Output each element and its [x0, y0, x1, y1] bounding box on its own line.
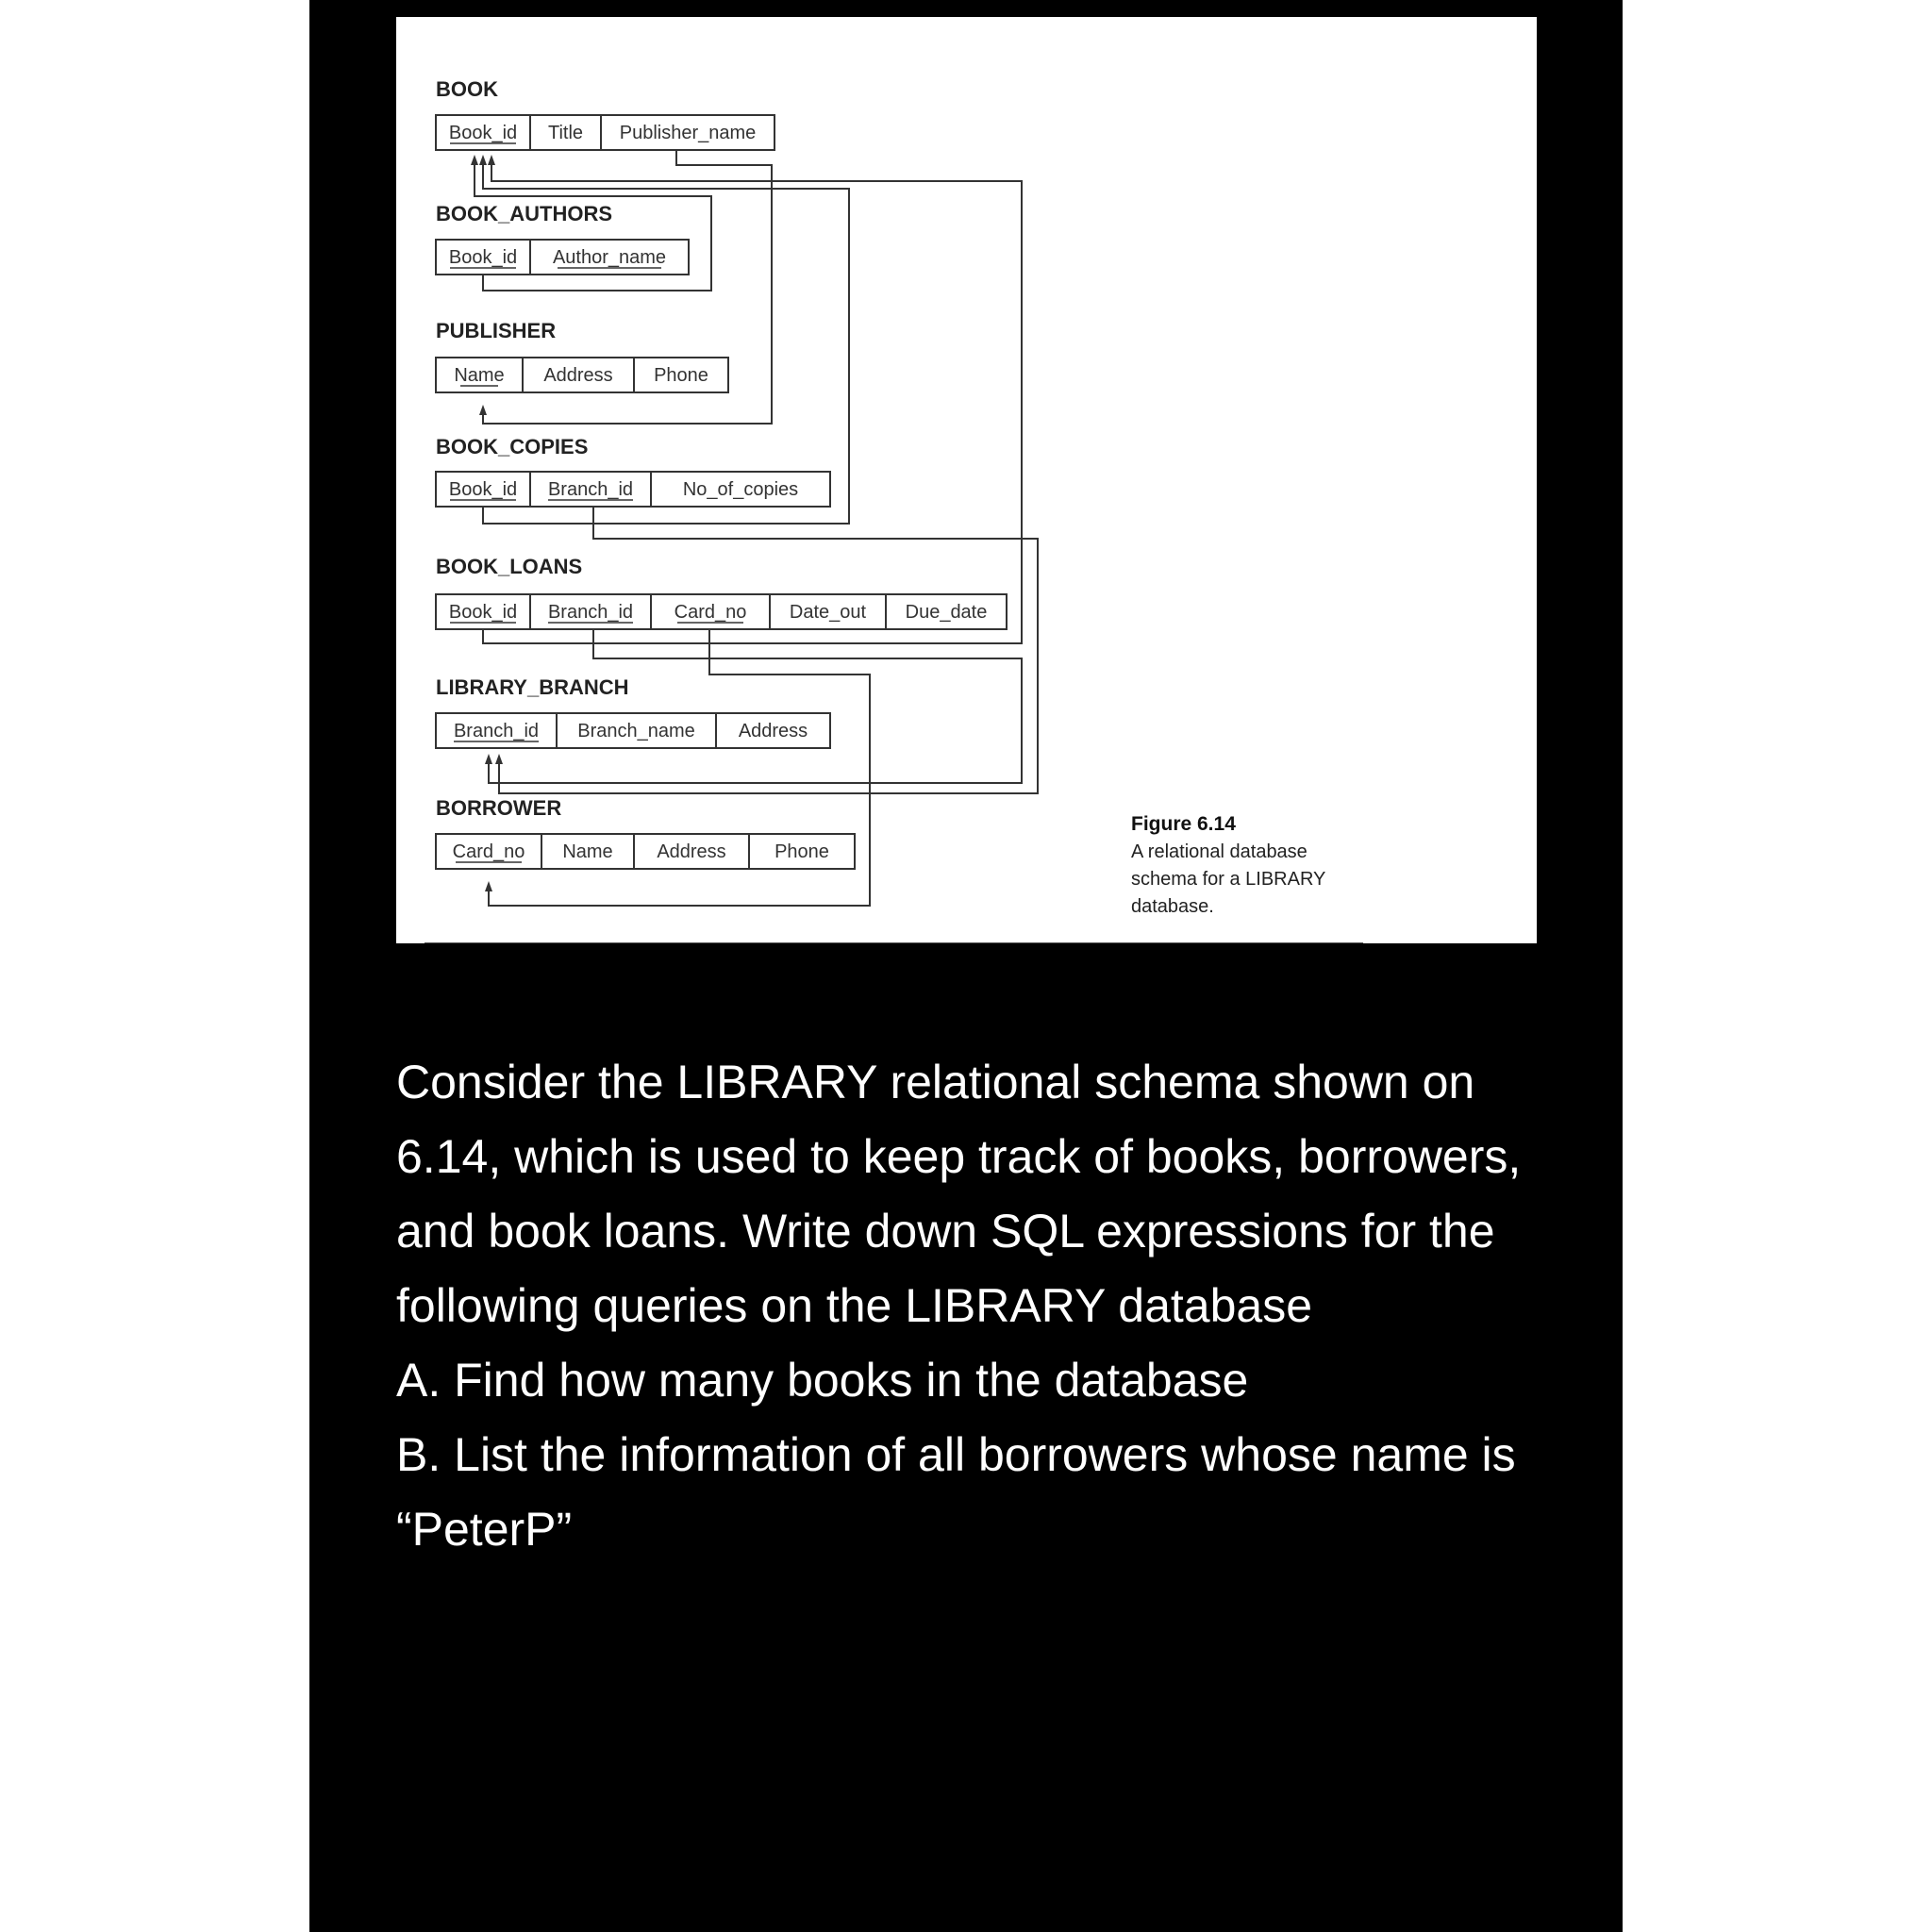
table-name-borrower: BORROWER — [436, 796, 562, 820]
caption-title: Figure 6.14 — [1131, 813, 1236, 835]
schema-figure — [396, 17, 1537, 943]
caption-line-2: schema for a LIBRARY — [1131, 869, 1326, 890]
arrowhead-icon — [495, 754, 503, 764]
column-label-phone: Phone — [654, 365, 708, 386]
table-book — [436, 77, 774, 150]
question-text — [396, 1045, 1566, 1567]
column-label-address: Address — [738, 721, 808, 741]
figure-caption — [1131, 813, 1325, 917]
arrowhead-icon — [479, 405, 487, 415]
column-label-address: Address — [657, 841, 726, 862]
table-name-book-copies: BOOK_COPIES — [436, 435, 589, 458]
table-name-publisher: PUBLISHER — [436, 319, 557, 342]
table-publisher — [436, 319, 728, 392]
column-label-book-id: Book_id — [448, 123, 518, 143]
table-name-library-branch: LIBRARY_BRANCH — [436, 675, 629, 699]
column-label-no-of-copies: No_of_copies — [682, 479, 799, 500]
table-book-loans — [436, 555, 1007, 629]
column-label-branch-name: Branch_name — [577, 721, 695, 741]
column-label-phone: Phone — [774, 841, 829, 862]
table-name-book-loans: BOOK_LOANS — [436, 555, 583, 578]
question-intro: Consider the LIBRARY relational schema shown on 6.14, which is used to keep track of books, borrowers, and book loans. Write down SQL expressions for the following queries on the LIBRARY database — [396, 1056, 1522, 1332]
schema-diagram — [396, 17, 1537, 943]
column-label-card-no: Card_no — [452, 841, 525, 862]
arrowhead-icon — [485, 881, 492, 891]
column-label-address: Address — [543, 365, 613, 386]
column-label-book-id: Book_id — [448, 479, 518, 500]
table-borrower — [436, 796, 855, 869]
column-label-due-date: Due_date — [905, 602, 988, 623]
connector-book-loans-branch-id — [489, 629, 1022, 783]
column-label-publisher-name: Publisher_name — [619, 123, 757, 143]
arrowhead-icon — [485, 754, 492, 764]
column-label-name: Name — [454, 365, 505, 386]
connector-book-copies-branch-id — [499, 507, 1038, 793]
column-label-author-name: Author_name — [552, 247, 667, 268]
table-book-authors — [436, 202, 689, 275]
caption-line-3: database. — [1131, 896, 1214, 917]
caption-line-1: A relational database — [1131, 841, 1307, 862]
column-label-book-id: Book_id — [448, 247, 518, 268]
column-label-date-out: Date_out — [789, 602, 867, 623]
column-label-name: Name — [562, 841, 613, 862]
question-part-b: B. List the information of all borrowers whose name is “PeterP” — [396, 1428, 1516, 1556]
question-part-a: A. Find how many books in the database — [396, 1354, 1249, 1407]
table-book-copies — [436, 435, 830, 507]
table-library-branch — [436, 675, 830, 748]
column-label-book-id: Book_id — [448, 602, 518, 623]
column-label-branch-id: Branch_id — [547, 602, 634, 623]
arrowhead-icon — [471, 155, 478, 165]
table-name-book-authors: BOOK_AUTHORS — [436, 202, 613, 225]
table-name-book: BOOK — [436, 77, 498, 101]
arrowhead-icon — [479, 155, 487, 165]
column-label-card-no: Card_no — [674, 602, 747, 623]
column-label-branch-id: Branch_id — [547, 479, 634, 500]
arrowhead-icon — [488, 155, 495, 165]
column-label-title: Title — [547, 123, 584, 143]
column-label-branch-id: Branch_id — [453, 721, 540, 741]
